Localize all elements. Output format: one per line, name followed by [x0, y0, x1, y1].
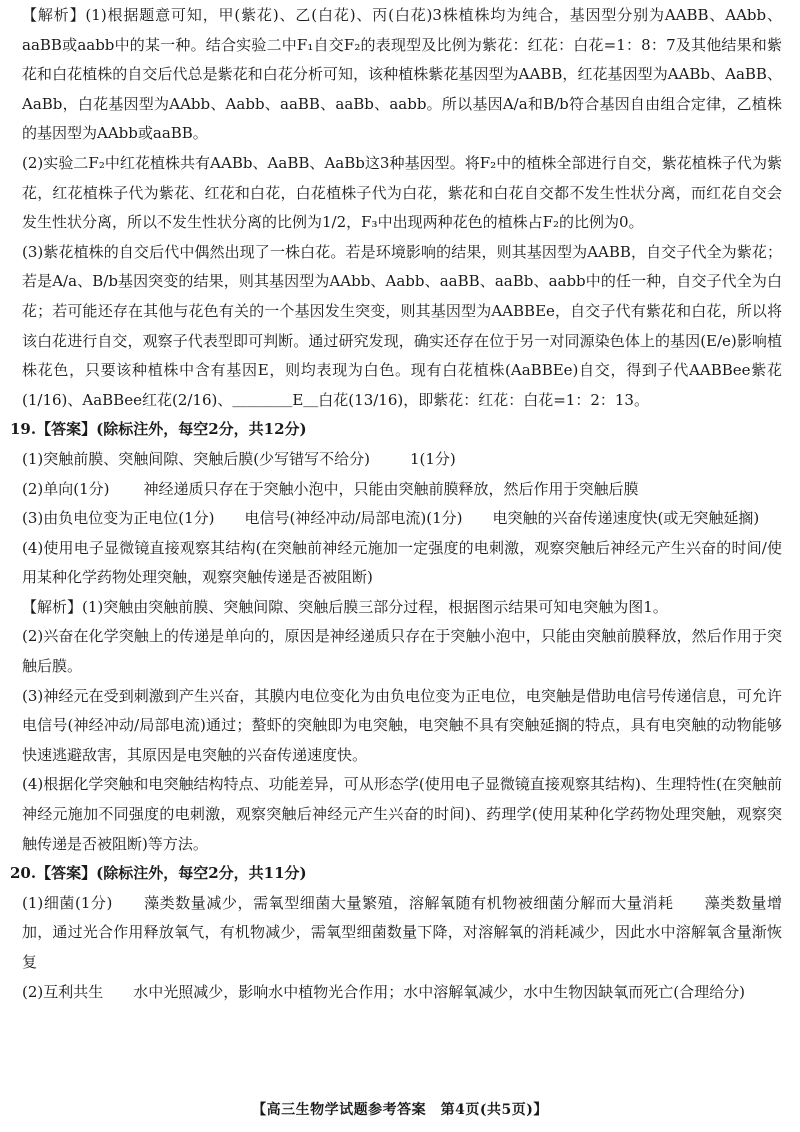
- q20-answer-heading: 20.【答案】(除标注外，每空2分，共11分): [10, 864, 307, 883]
- q18-explanation-part3: (3)紫花植株的自交后代中偶然出现了一株白花。若是环境影响的结果，则其基因型为AABB，自交子代全为紫花；若是A/a、B/b基因突变的结果，则其基因型为AAbb、Aabb、aaBB、aaBb、aabb中的任一种，自交子代全为白花；若可能还存在其他与花色有关的一个基因发生突变，则其基因型为AABBEe，自交子代有紫花和白花，所以将该白花进行自交，观察子代表型即可判断。通过研究发现，确实还存在位于另一对同源染色体上的基因(E/e)影响植株花色，只要该种植株中含有基因E，则均表现为白色。现有白花植株(AaBBEe)自交，得到子代AABBee紫花(1/16)、AaBBee红花(2/16)、＿＿＿＿E＿白花(13/16)，即紫花：红花：白花=1：2：13。: [22, 242, 782, 409]
- q19-answer-2b: 神经递质只存在于突触小泡中，只能由突触前膜释放，然后作用于突触后膜: [143, 479, 639, 498]
- q19-answer-4: (4)使用电子显微镜直接观察其结构(在突触前神经元施加一定强度的电刺激，观察突触后神经元产生兴奋的时间/使用某种化学药物处理突触，观察突触传递是否被阻断): [22, 538, 782, 587]
- q19-answer-2a: (2)单向(1分): [22, 479, 110, 498]
- page-footer: 【高三生物学试题参考答案 第4页(共5页)】: [252, 1102, 548, 1118]
- q19-answer-1a: (1)突触前膜、突触间隙、突触后膜(少写错写不给分): [22, 449, 370, 468]
- q19-explanation-4: (4)根据化学突触和电突触结构特点、功能差异，可从形态学(使用电子显微镜直接观察其结构)、生理特性(在突触前神经元施加不同强度的电刺激，观察突触后神经元产生兴奋的时间)、药理学(使用某种化学药物处理突触，观察突触传递是否被阻断)等方法。: [22, 775, 782, 853]
- q18-explanation-part2: (2)实验二F₂中红花植株共有AABb、AaBB、AaBb这3种基因型。将F₂中的植株全部进行自交，紫花植株子代为紫花，红花植株子代为紫花、红花和白花，白花植株子代为白花，紫花和白花自交都不发生性状分离，而红花自交会发生性状分离，所以不发生性状分离的比例为1/2，F₃中出现两种花色的植株占F₂的比例为0。: [22, 153, 782, 232]
- q19-explanation-3: (3)神经元在受到刺激到产生兴奋，其膜内电位变化为由负电位变为正电位，电突触是借助电信号传递信息，可允许电信号(神经冲动/局部电流)通过；螯虾的突触即为电突触，电突触不具有突触延搁的特点，具有电突触的动物能够快速逃避敌害，其原因是电突触的兴奋传递速度快。: [22, 686, 782, 764]
- q19-answer-1b: 1(1分): [409, 449, 456, 468]
- q19-answer-2: [22, 475, 782, 505]
- q19-explanation-1: 【解析】(1)突触由突触前膜、突触间隙、突触后膜三部分过程，根据图示结果可知电突触为图1。: [22, 597, 668, 616]
- page-content: [10, 0, 783, 1007]
- q19-answer-1: [22, 445, 782, 475]
- q19-explanation-2: (2)兴奋在化学突触上的传递是单向的，原因是神经递质只存在于突触小泡中，只能由突触前膜释放，然后作用于突触后膜。: [22, 627, 782, 676]
- q18-explanation-part1: 【解析】(1)根据题意可知，甲(紫花)、乙(白花)、丙(白花)3株植株均为纯合，基因型分别为AABB、AAbb、aaBB或aabb中的某一种。结合实验二中F₁自交F₂的表现型及比例为紫花：红花：白花=1：8：7及其他结果和紫花和白花植株的自交后代总是紫花和白花分析可知，该种植株紫花基因型为AABB，红花基因型为AABb、AaBB、AaBb，白花基因型为AAbb、Aabb、aaBB、aaBb、aabb。所以基因A/a和B/b符合基因自由组合定律，乙植株的基因型为AAbb或aaBB。: [22, 6, 782, 143]
- q20-answer-1: (1)细菌(1分) 藻类数量减少，需氧型细菌大量繁殖，溶解氧随有机物被细菌分解而大量消耗 藻类数量增加，通过光合作用释放氧气，有机物减少，需氧型细菌数量下降，对溶解氧的消耗减少，因此水中溶解氧含量渐恢复: [22, 893, 783, 971]
- q19-answer-3: (3)由负电位变为正电位(1分) 电信号(神经冲动/局部电流)(1分) 电突触的兴奋传递速度快(或无突触延搁): [22, 509, 760, 528]
- q19-answer-heading: 19.【答案】(除标注外，每空2分，共12分): [10, 420, 307, 439]
- q20-answer-2: (2)互利共生 水中光照减少，影响水中植物光合作用；水中溶解氧减少，水中生物因缺氧而死亡(合理给分): [22, 982, 745, 1001]
